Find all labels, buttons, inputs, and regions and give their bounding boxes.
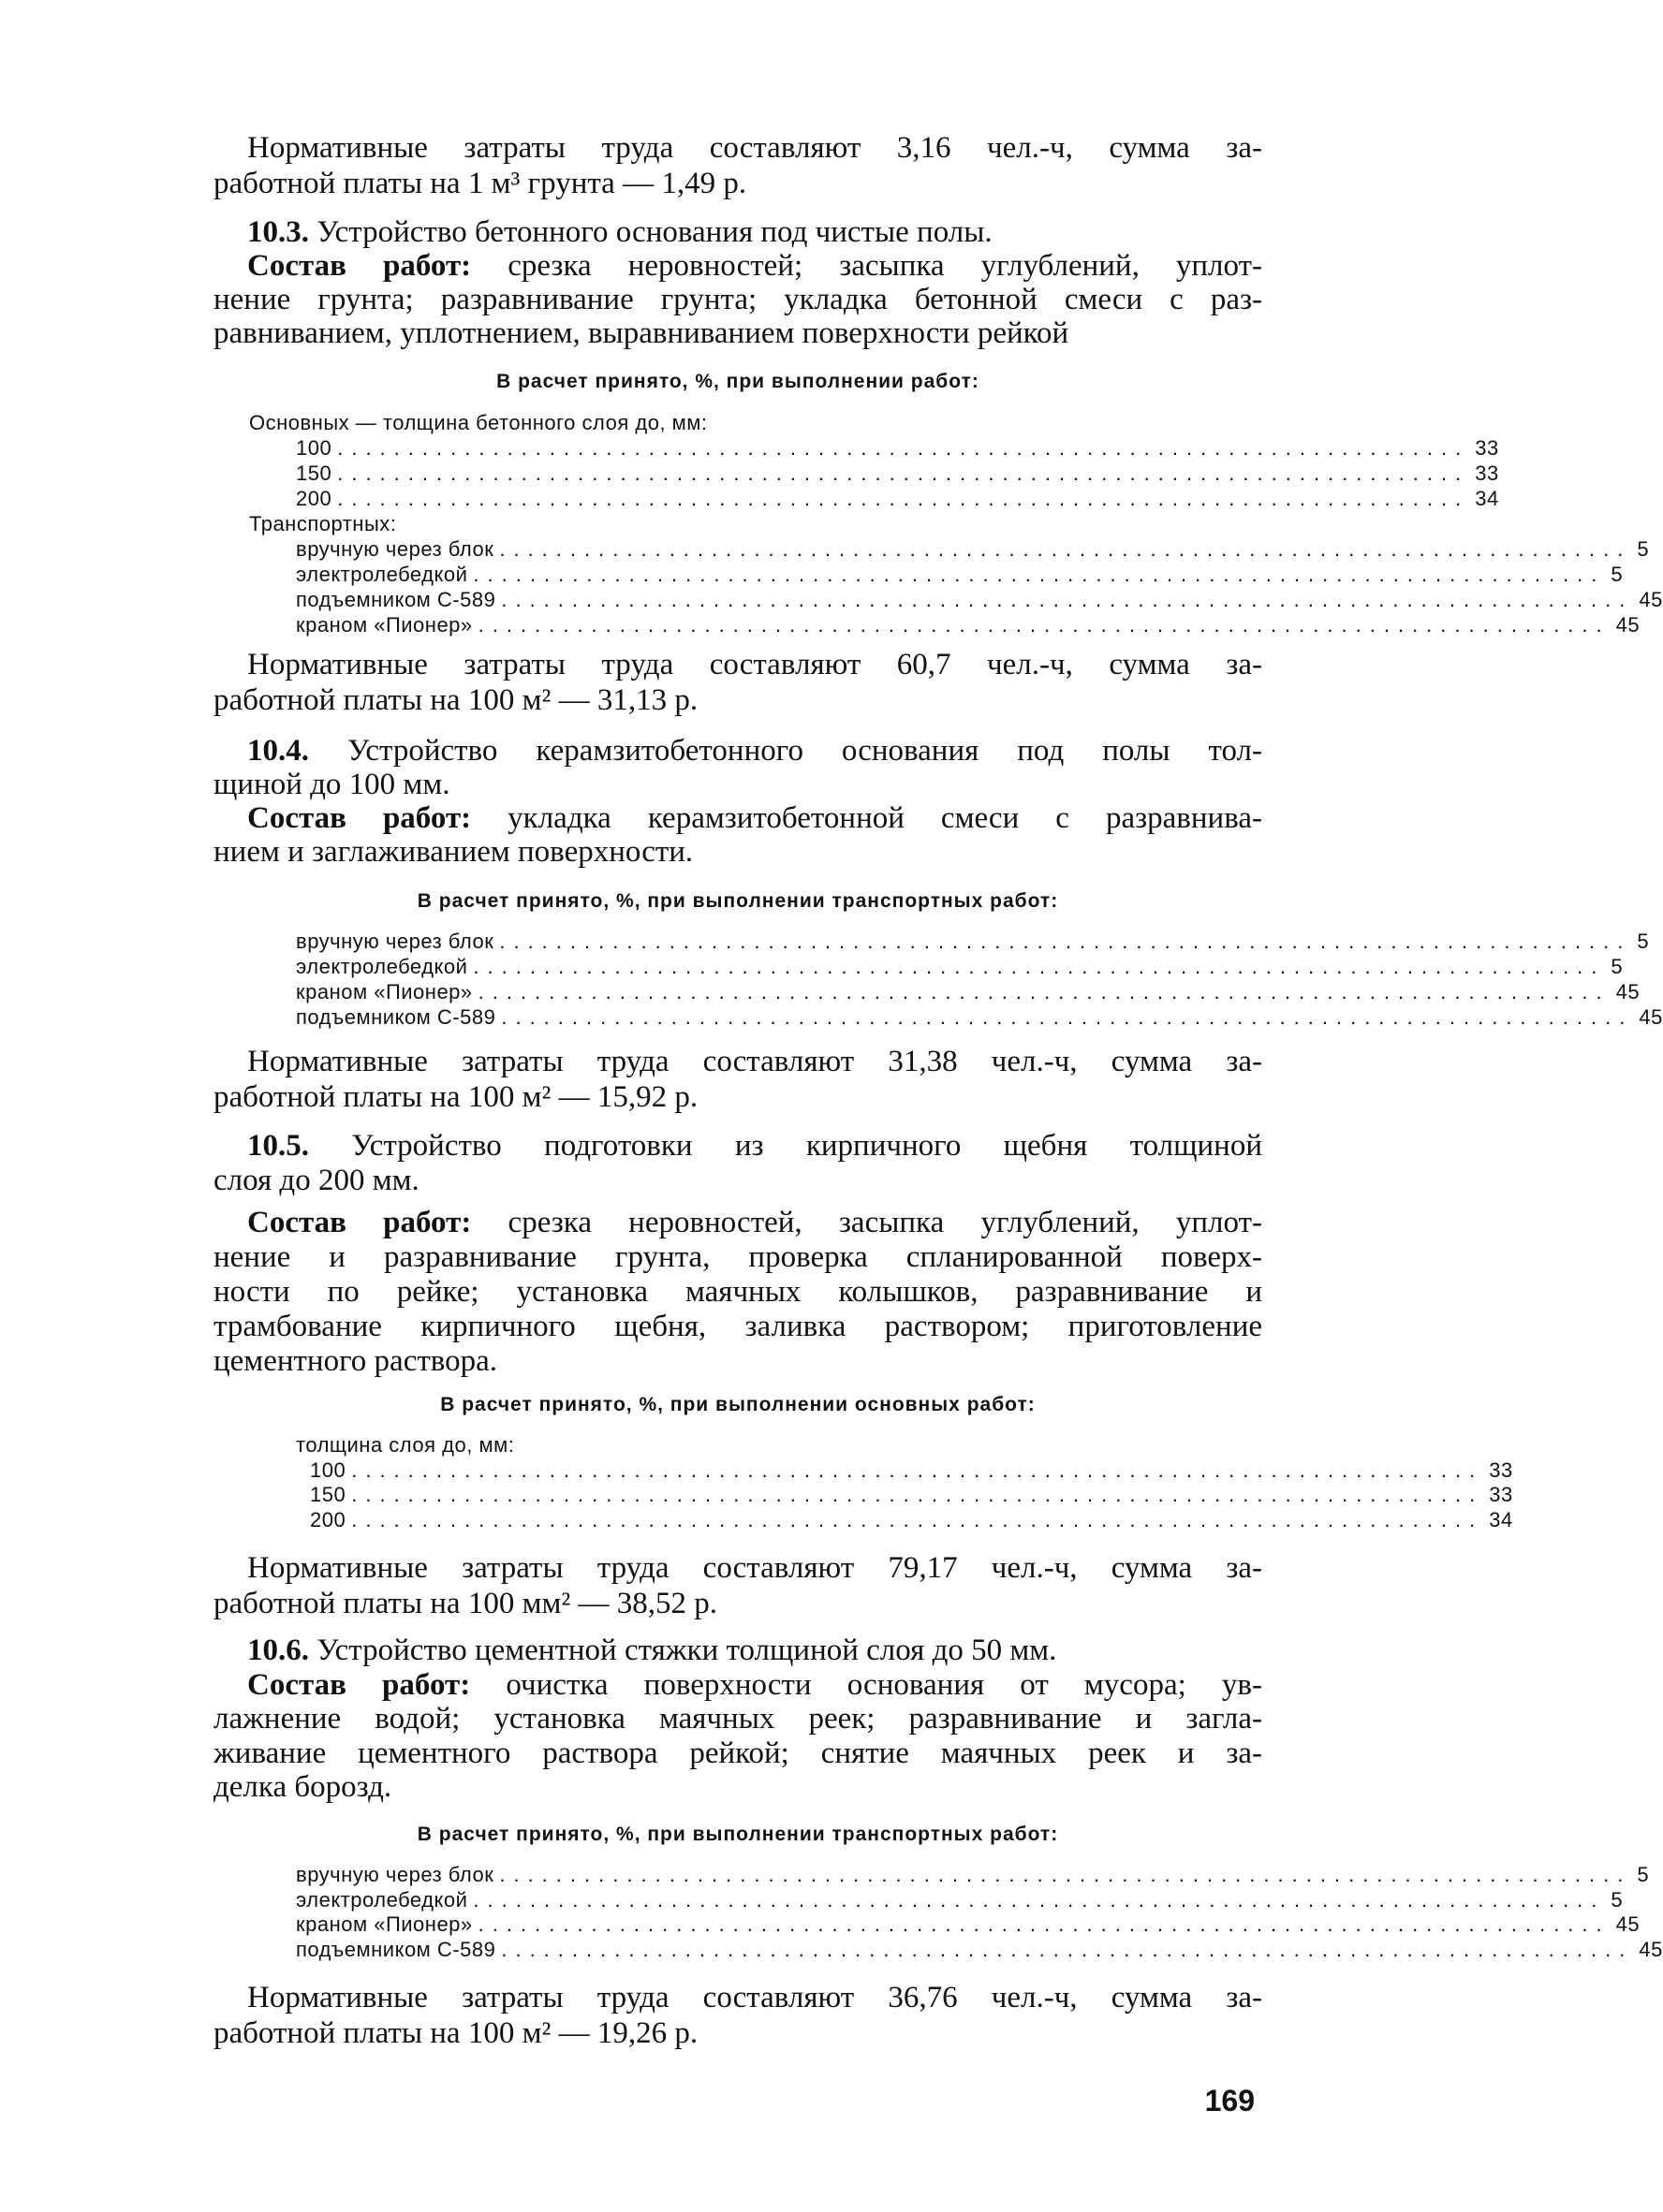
text-line: Нормативные затраты труда составляют 60,7 чел.-ч, сумма за- — [247, 648, 1262, 681]
dot-leader: ................................................................................ — [473, 563, 1606, 586]
composition-line — [213, 1668, 1262, 1703]
composition-line — [213, 1240, 1262, 1275]
section-heading-text: щиной до 100 мм. — [213, 768, 450, 801]
row-label: электролебедкой — [296, 1887, 468, 1912]
row-value: 5 — [1637, 537, 1650, 561]
table-row — [213, 587, 1663, 612]
section-10-5- — [213, 1129, 1262, 1379]
dot-leader: ................................................................................ — [473, 1887, 1606, 1912]
dot-leader: ................................................................................ — [499, 1863, 1632, 1886]
dot-leader: ................................................................................ — [337, 461, 1470, 485]
section-heading-text: Устройство подготовки из кирпичного щебня толщиной — [351, 1129, 1262, 1163]
dot-leader: ................................................................................ — [501, 588, 1634, 611]
row-value: 45 — [1615, 1912, 1641, 1936]
dot-leader: ................................................................................ — [478, 613, 1611, 637]
composition-text: нение грунта; разравнивание грунта; укладка бетонной смеси с раз- — [213, 283, 1262, 316]
row-label: вручную через блок — [296, 1863, 494, 1886]
row-value: 5 — [1637, 930, 1650, 953]
row-value: 45 — [1639, 1937, 1663, 1961]
section-heading-text: Устройство бетонного основания под чистые полы. — [316, 215, 993, 249]
composition-text: нение и разравнивание грунта, проверка спланированной поверх- — [213, 1240, 1262, 1274]
dot-leader: ................................................................................ — [337, 487, 1470, 510]
text-line: Нормативные затраты труда составляют 36,76 чел.-ч, сумма за- — [247, 1981, 1262, 2014]
dot-leader: ................................................................................ — [478, 1912, 1611, 1936]
text-line: Нормативные затраты труда составляют 31,38 чел.-ч, сумма за- — [247, 1045, 1262, 1078]
section-10-3- — [213, 215, 1262, 350]
section-heading-line — [213, 734, 1262, 768]
text-line: работной платы на 100 м² — 15,92 р. — [213, 1080, 699, 1114]
section-10-6- — [213, 1633, 1262, 1805]
page-number: 169 — [1204, 2084, 1255, 2117]
composition-line — [213, 249, 1262, 283]
row-value: 5 — [1637, 1863, 1650, 1886]
row-label: вручную через блок — [296, 537, 494, 561]
row-value: 5 — [1611, 955, 1624, 978]
composition-line — [213, 1275, 1262, 1310]
text-line: работной платы на 1 м³ грунта — 1,49 р. — [213, 167, 747, 200]
dot-leader: ................................................................................ — [473, 955, 1606, 978]
composition-text: равниванием, уплотнением, выравниванием поверхности рейкой — [213, 316, 1069, 350]
composition-text: нием и заглаживанием поверхности. — [213, 835, 694, 869]
percent-table — [213, 410, 1663, 637]
composition-text: срезка неровностей, засыпка углублений, уплот- — [471, 1206, 1262, 1239]
section-heading-line — [213, 215, 1262, 249]
table-row — [213, 1483, 1513, 1508]
composition-label: Состав работ: — [247, 249, 472, 283]
section-10-4- — [213, 734, 1262, 869]
composition-text: живание цементного раствора рейкой; снятие маячных реек и за- — [213, 1736, 1262, 1770]
table-row — [213, 435, 1499, 461]
text-line: Нормативные затраты труда составляют 3,16 чел.-ч, сумма за- — [247, 131, 1262, 165]
row-label: Транспортных: — [249, 512, 397, 535]
labor-cost-paragraph — [213, 1980, 1262, 2051]
table-row — [213, 1912, 1641, 1938]
section-heading-text: Устройство цементной стяжки толщиной слоя до 50 мм. — [316, 1633, 1057, 1667]
row-value: 45 — [1639, 1005, 1663, 1029]
row-value: 45 — [1615, 613, 1641, 637]
percent-table — [213, 929, 1663, 1030]
table-row — [213, 410, 1154, 435]
table-row — [213, 1887, 1624, 1913]
composition-line — [213, 835, 1262, 869]
row-value: 5 — [1611, 1887, 1624, 1912]
row-label: Основных — толщина бетонного слоя до, мм: — [249, 411, 708, 434]
table-row — [213, 562, 1624, 587]
composition-line — [213, 1206, 1262, 1240]
row-label: подъемником С-589 — [296, 588, 496, 611]
labor-cost-paragraph — [213, 647, 1262, 718]
composition-text: очистка поверхности основания от мусора; ув- — [470, 1667, 1262, 1702]
row-label: 150 — [296, 461, 332, 485]
row-label: краном «Пионер» — [296, 1912, 473, 1936]
table-row — [213, 979, 1641, 1004]
table-row — [213, 536, 1650, 562]
composition-line — [213, 1310, 1262, 1344]
row-label: 150 — [310, 1483, 346, 1506]
row-label: подъемником С-589 — [296, 1937, 496, 1961]
dot-leader: ................................................................................ — [478, 980, 1611, 1003]
table-title: В расчет принято, %, при выполнении транспортных работ: — [417, 890, 1059, 912]
dot-leader: ................................................................................ — [337, 436, 1470, 460]
composition-text: трамбование кирпичного щебня, заливка раствором; приготовление — [213, 1310, 1262, 1343]
row-label: 100 — [296, 436, 332, 460]
table-row — [213, 929, 1650, 954]
composition-line — [213, 1344, 1262, 1379]
row-label: 200 — [310, 1507, 346, 1531]
composition-text: делка борозд. — [213, 1770, 392, 1804]
row-label: электролебедкой — [296, 563, 468, 586]
row-label: краном «Пионер» — [296, 613, 473, 637]
section-heading-line — [213, 1129, 1262, 1164]
row-value: 34 — [1489, 1507, 1513, 1531]
dot-leader: ................................................................................ — [499, 930, 1632, 953]
table-row — [213, 486, 1499, 511]
composition-line — [213, 1770, 1262, 1805]
composition-line — [213, 283, 1262, 316]
composition-line — [213, 1702, 1262, 1736]
text-line: работной платы на 100 м² — 19,26 р. — [213, 2016, 699, 2050]
table-row — [213, 1937, 1663, 1963]
labor-cost-paragraph — [213, 1550, 1262, 1621]
dot-leader: ................................................................................ — [499, 537, 1632, 561]
composition-text: срезка неровностей; засыпка углублений, уплот- — [471, 249, 1262, 283]
row-value: 34 — [1475, 487, 1499, 510]
row-label: 200 — [296, 487, 332, 510]
section-number: 10.4. — [247, 734, 309, 768]
row-value: 33 — [1489, 1458, 1513, 1482]
row-value: 33 — [1475, 436, 1499, 460]
row-value: 33 — [1475, 461, 1499, 485]
composition-text: укладка керамзитобетонной смеси с разравнива- — [471, 801, 1262, 835]
composition-label: Состав работ: — [247, 1667, 471, 1702]
table-row — [213, 1458, 1513, 1484]
table-row — [213, 461, 1499, 486]
text-line: работной платы на 100 м² — 31,13 р. — [213, 683, 699, 717]
section-number: 10.5. — [247, 1129, 309, 1163]
section-heading-line — [213, 1633, 1262, 1668]
labor-cost-paragraph — [213, 1044, 1262, 1115]
table-row — [213, 954, 1624, 979]
section-number: 10.6. — [247, 1633, 309, 1667]
table-row — [213, 612, 1641, 637]
labor-cost-paragraph — [213, 130, 1262, 201]
dot-leader: ................................................................................ — [501, 1937, 1634, 1961]
row-label: краном «Пионер» — [296, 980, 473, 1003]
table-row — [213, 1004, 1663, 1030]
row-label: вручную через блок — [296, 930, 494, 953]
composition-line — [213, 1736, 1262, 1771]
table-title: В расчет принято, %, при выполнении основных работ: — [440, 1394, 1036, 1415]
row-label: 100 — [310, 1458, 346, 1482]
percent-table — [213, 1433, 1513, 1532]
composition-text: лажнение водой; установка маячных реек; разравнивание и загла- — [213, 1702, 1262, 1736]
row-value: 5 — [1611, 563, 1624, 586]
row-value: 33 — [1489, 1483, 1513, 1506]
text-line: работной платы на 100 мм² — 38,52 р. — [213, 1587, 717, 1620]
composition-label: Состав работ: — [247, 801, 472, 835]
row-value: 45 — [1615, 980, 1641, 1003]
table-row — [213, 511, 1154, 536]
section-heading-text: слоя до 200 мм. — [213, 1164, 419, 1197]
composition-label: Состав работ: — [247, 1206, 472, 1239]
table-row — [213, 1433, 1154, 1458]
table-row — [213, 1863, 1650, 1888]
section-heading-line — [213, 1164, 1262, 1198]
section-heading-text: Устройство керамзитобетонного основания под полы тол- — [346, 734, 1263, 768]
row-value: 45 — [1639, 588, 1663, 611]
percent-table — [213, 1863, 1663, 1962]
section-number: 10.3. — [247, 215, 309, 249]
composition-line — [213, 316, 1262, 350]
composition-line — [213, 801, 1262, 835]
dot-leader: ................................................................................ — [351, 1458, 1484, 1482]
table-row — [213, 1507, 1513, 1533]
table-title: В расчет принято, %, при выполнении работ: — [496, 371, 979, 392]
section-heading-line — [213, 768, 1262, 801]
dot-leader: ................................................................................ — [351, 1483, 1484, 1506]
row-label: подъемником С-589 — [296, 1005, 496, 1029]
dot-leader: ................................................................................ — [501, 1005, 1634, 1029]
dot-leader: ................................................................................ — [351, 1507, 1484, 1531]
row-label: электролебедкой — [296, 955, 468, 978]
composition-text: ности по рейке; установка маячных колышков, разравнивание и — [213, 1275, 1262, 1309]
text-line: Нормативные затраты труда составляют 79,17 чел.-ч, сумма за- — [247, 1551, 1262, 1585]
table-title: В расчет принято, %, при выполнении транспортных работ: — [417, 1824, 1059, 1845]
composition-text: цементного раствора. — [213, 1344, 498, 1378]
row-label: толщина слоя до, мм: — [296, 1433, 515, 1457]
